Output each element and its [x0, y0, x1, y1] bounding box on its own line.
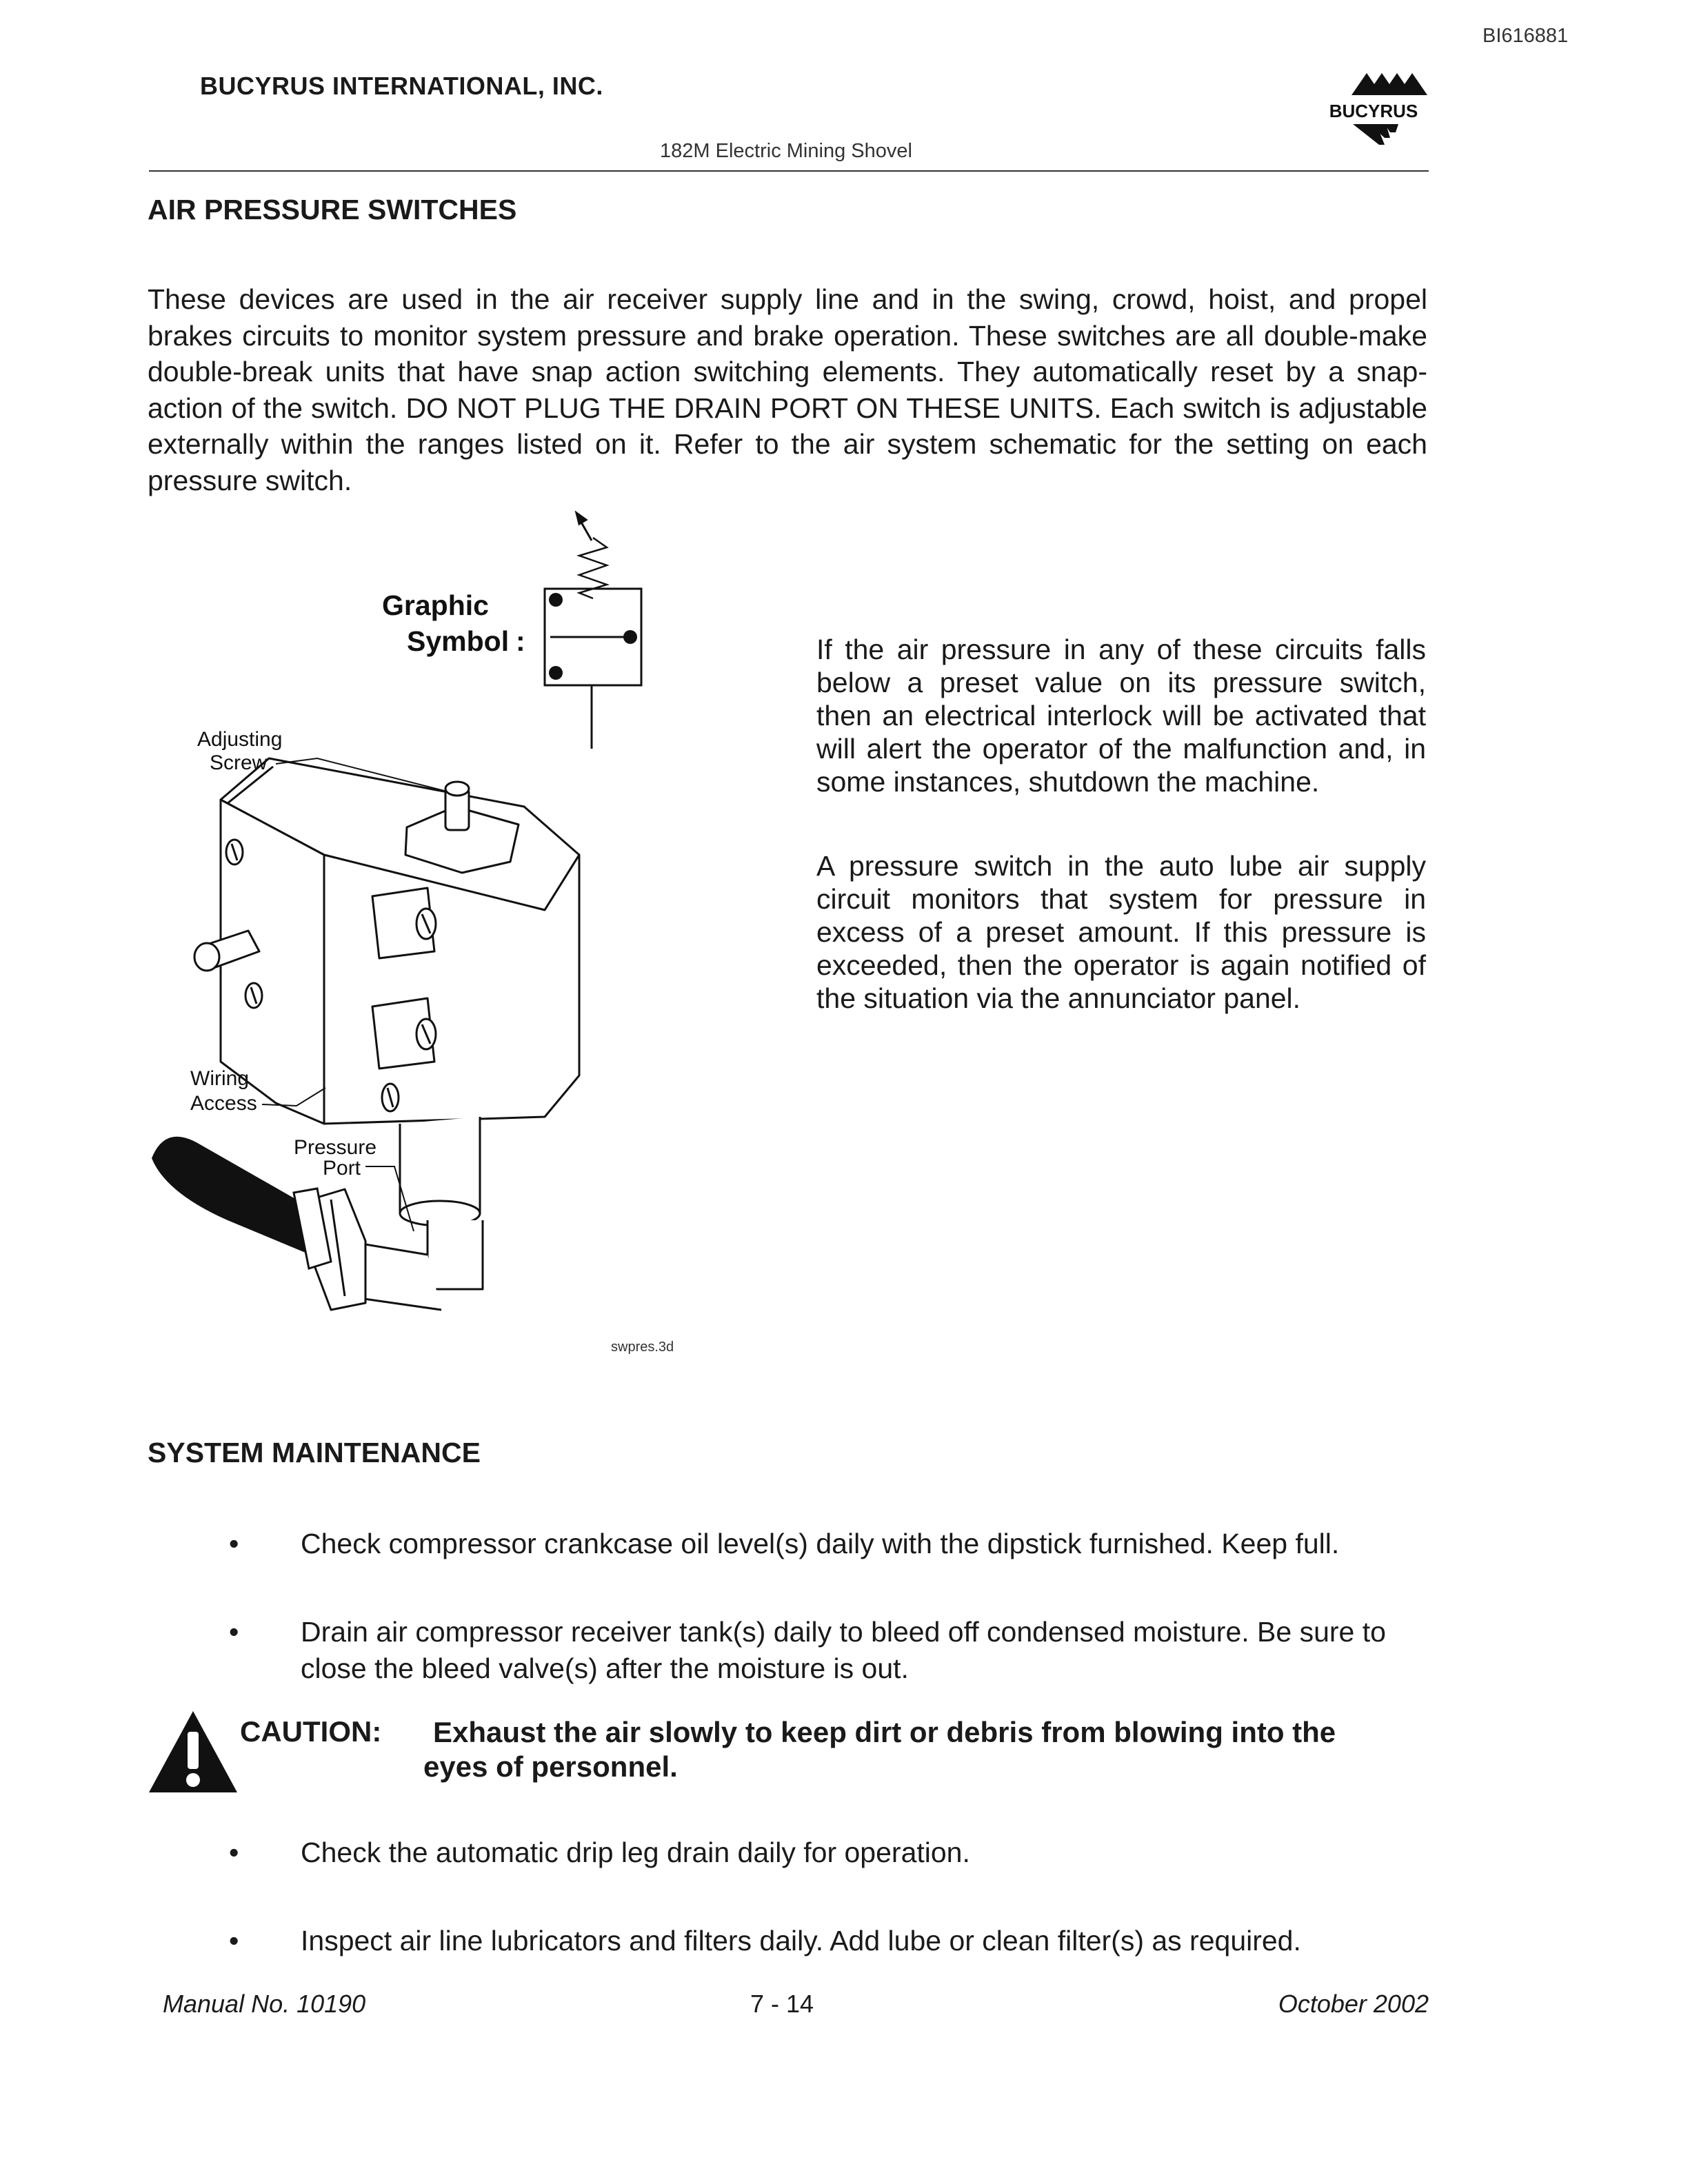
- caution-text: Exhaust the air slowly to keep dirt or debris from blowing into the eyes of personnel.: [423, 1716, 1336, 1783]
- paragraph-low-pressure: If the air pressure in any of these circuits falls below a preset value on its pressure switch, then an electrical interlock will be activated that will alert the operator of the malfunction and, in some instances, shutdown the machine.: [816, 634, 1426, 798]
- label-adjusting-line1: Adjusting: [197, 728, 283, 751]
- bucyrus-logo: [1310, 69, 1434, 152]
- footer-page-number: 7 - 14: [750, 1990, 814, 2018]
- graphic-label-colon: :: [516, 625, 525, 657]
- pressure-switch-figure: [138, 510, 758, 1365]
- graphic-label-line1: Graphic: [382, 589, 489, 621]
- section-title-system-maintenance: SYSTEM MAINTENANCE: [148, 1437, 481, 1468]
- label-pressure-line2: Port: [323, 1157, 361, 1180]
- intro-paragraph: These devices are used in the air receiver supply line and in the swing, crowd, hoist, and propel brakes circuits to monitor system pressure and brake operation. These switches are all double-make double-break units that have snap action switching elements. They automatically reset by a snap-action of the switch. DO NOT PLUG THE DRAIN PORT ON THESE UNITS. Each switch is adjustable externally within the ranges listed on it. Refer to the air system schematic for the setting on each pressure switch.: [148, 283, 1427, 496]
- bullet-item-drain-receiver: Drain air compressor receiver tank(s) daily to bleed off condensed moisture. Be sure to close the bleed valve(s) after the moisture is out.: [301, 1616, 1386, 1684]
- graphic-label-line2: Symbol: [407, 625, 510, 657]
- bullet-marker: •: [229, 1837, 239, 1868]
- bullet-item-lubricators: Inspect air line lubricators and filters daily. Add lube or clean filter(s) as required.: [301, 1925, 1301, 1957]
- footer-manual-number: Manual No. 10190: [163, 1990, 366, 2018]
- document-subtitle: 182M Electric Mining Shovel: [660, 140, 912, 162]
- bullet-marker: •: [229, 1925, 239, 1957]
- document-id: BI616881: [1483, 25, 1569, 47]
- bullet-item-drip-leg: Check the automatic drip leg drain daily for operation.: [301, 1837, 970, 1868]
- paragraph-auto-lube: A pressure switch in the auto lube air supply circuit monitors that system for pressure in excess of a preset amount. If this pressure is exceeded, then the operator is again notified of the situation via the annunciator panel.: [816, 850, 1426, 1014]
- figure-file-reference: swpres.3d: [611, 1339, 674, 1355]
- company-name: BUCYRUS INTERNATIONAL, INC.: [200, 72, 603, 100]
- caution-label: CAUTION:: [240, 1715, 382, 1748]
- logo-text: BUCYRUS: [1329, 101, 1418, 121]
- label-wiring-line2: Access: [190, 1092, 257, 1115]
- section-title-air-pressure-switches: AIR PRESSURE SWITCHES: [148, 194, 517, 225]
- label-pressure-line1: Pressure: [294, 1136, 377, 1159]
- label-adjusting-line2: Screw: [210, 751, 268, 774]
- bullet-marker: •: [229, 1528, 239, 1559]
- air-hose: [152, 1137, 310, 1255]
- caution-warning-icon: [146, 1708, 240, 1795]
- graphic-symbol: [545, 513, 641, 749]
- footer-date: October 2002: [1278, 1990, 1429, 2018]
- label-wiring-line1: Wiring: [190, 1067, 250, 1090]
- bullet-item-crankcase: Check compressor crankcase oil level(s) daily with the dipstick furnished. Keep full.: [301, 1528, 1340, 1559]
- header-rule: [149, 170, 1429, 172]
- bullet-marker: •: [229, 1616, 239, 1648]
